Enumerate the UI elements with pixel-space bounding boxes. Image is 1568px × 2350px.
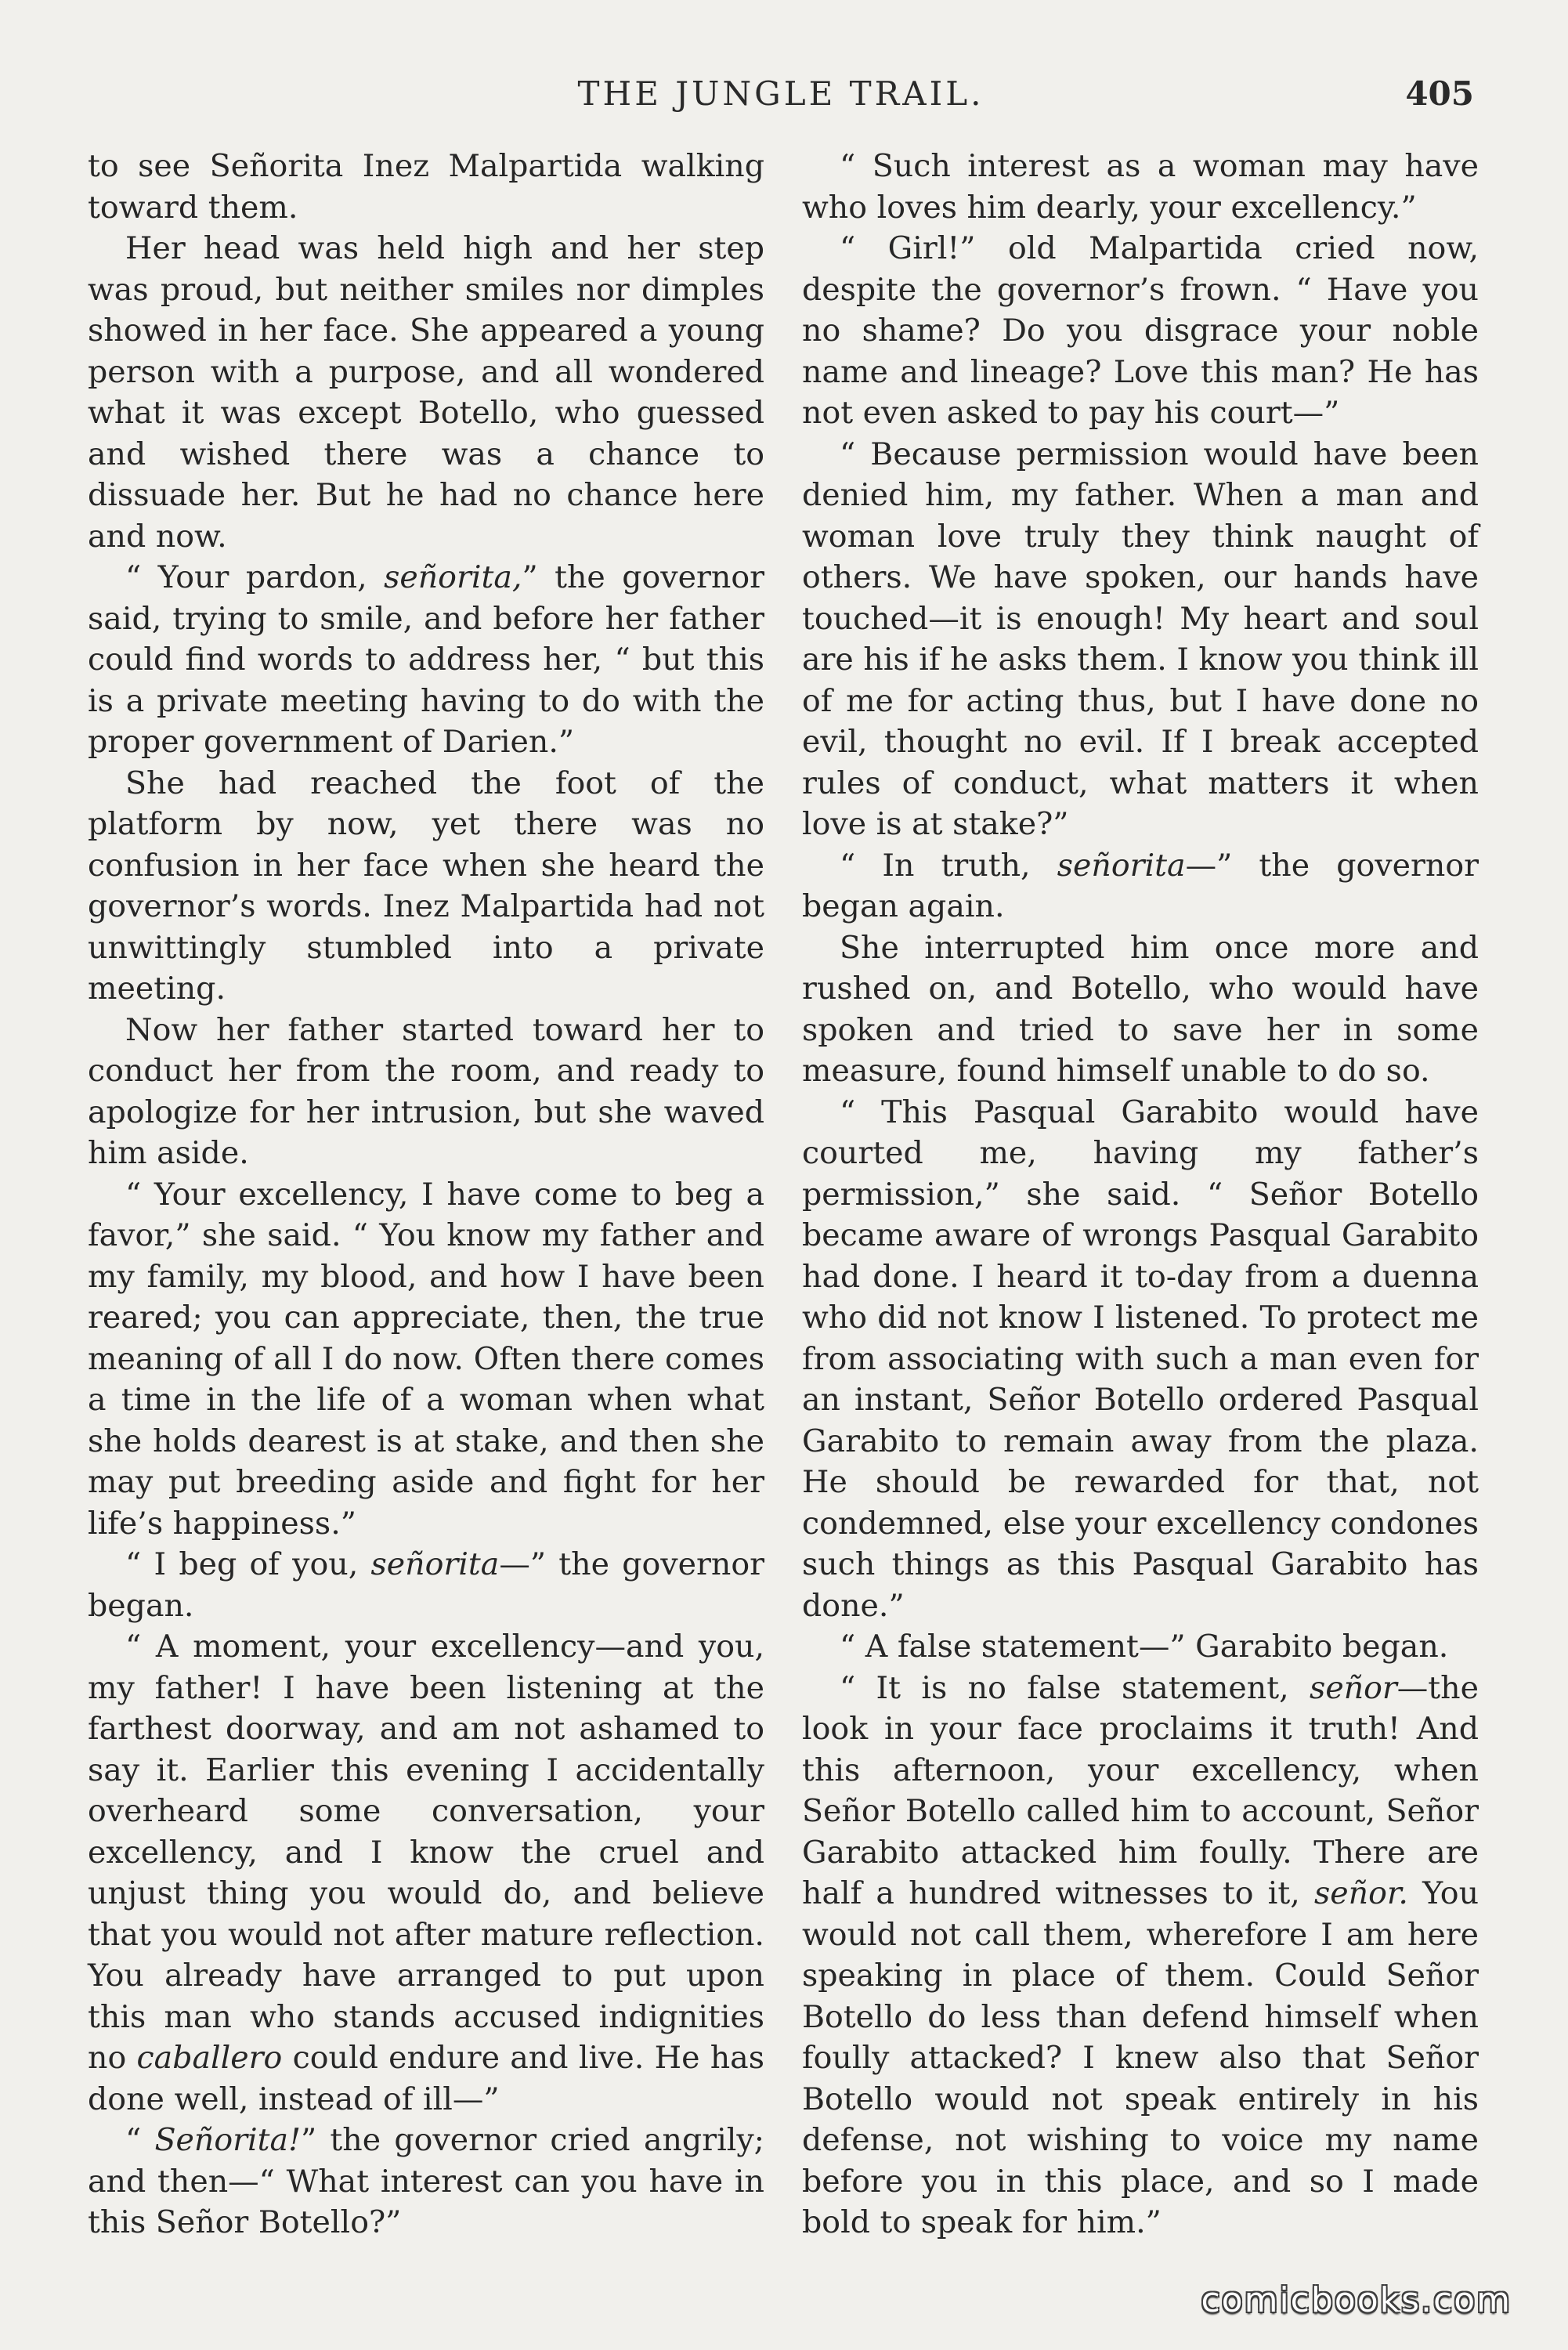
text-run: “ Because permission would have been denied him, my father. When a man and woman love truly they think naught of others. We have spoken, our hands have touched—it is enough! My heart and soul are his if he asks them. I know you think ill of me for acting thus, but I have done no evil, thought no evil. If I break accepted rules of conduct, what matters it when love is at stake?” bbox=[802, 436, 1479, 842]
text-run: “ Your excellency, I have come to beg a favor,” she said. “ You know my father and my family, my blood, and how I have been reared; you can appreciate, then, the true meaning of all I do now. Often there comes a time in the life of a woman when what she holds dearest is at stake, and then she may put breeding aside and fight for her life’s happiness.” bbox=[88, 1176, 764, 1542]
paragraph bbox=[88, 557, 764, 763]
paragraph bbox=[88, 1174, 764, 1545]
paragraph bbox=[802, 1092, 1479, 1627]
paragraph bbox=[802, 1626, 1479, 1668]
paragraph bbox=[802, 927, 1479, 1092]
running-title: THE JUNGLE TRAIL. bbox=[577, 74, 985, 113]
text-run: “ I beg of you, bbox=[125, 1546, 371, 1582]
left-column bbox=[88, 146, 764, 2243]
paragraph bbox=[88, 146, 764, 228]
text-run: “ In truth, bbox=[840, 847, 1057, 884]
italic-text: señorita bbox=[1057, 847, 1186, 884]
paragraph bbox=[802, 146, 1479, 228]
right-column bbox=[802, 146, 1479, 2243]
text-run: “ Your pardon, bbox=[125, 559, 385, 595]
paragraph bbox=[802, 228, 1479, 434]
text-run: —” the governor began again. bbox=[802, 847, 1479, 924]
text-run: “ It is no false statement, bbox=[840, 1669, 1310, 1706]
text-run: —the look in your face proclaims it truth! And this afternoon, your excellency, when Señor Botello called him to account, Señor Garabito attacked him foully. There are half a hundred witnesses to it, bbox=[802, 1669, 1479, 1911]
italic-text: señor bbox=[1310, 1669, 1397, 1706]
paragraph bbox=[802, 434, 1479, 845]
paragraph bbox=[88, 763, 764, 1010]
text-run: “ A false statement—” Garabito began. bbox=[840, 1629, 1449, 1665]
text-run: ” the governor said, trying to smile, and before her father could find words to address her, “ but this is a private meeting having to do with the proper government of Darien.” bbox=[88, 559, 764, 760]
paragraph bbox=[88, 1010, 764, 1174]
text-run: to see Señorita Inez Malpartida walking toward them. bbox=[88, 148, 764, 226]
italic-text: señor. bbox=[1314, 1875, 1408, 1911]
text-run: “ Such interest as a woman may have who loves him dearly, your excellency.” bbox=[802, 148, 1479, 226]
paragraph bbox=[88, 1544, 764, 1626]
italic-text: caballero bbox=[136, 2040, 283, 2076]
italic-text: Señorita! bbox=[154, 2122, 301, 2158]
text-run: —” the governor began. bbox=[88, 1546, 764, 1624]
text-run: “ Girl!” old Malpartida cried now, despite the governor’s frown. “ Have you no shame? Do you disgrace your noble name and lineage? Love this man? He has not even asked to pay his court—” bbox=[802, 230, 1479, 431]
text-run: could endure and live. He has done well, instead of ill—” bbox=[88, 2040, 764, 2117]
running-head bbox=[88, 74, 1474, 125]
text-run: She interrupted him once more and rushed on, and Botello, who would have spoken and tried to save her in some measure, found himself unable to do so. bbox=[802, 929, 1479, 1089]
text-run: You would not call them, wherefore I am here speaking in place of them. Could Señor Botello do less than defend himself when foully attacked? I knew also that Señor Botello would not speak entirely in his defense, not wishing to voice my name before you in this place, and so I made bold to speak for him.” bbox=[802, 1875, 1479, 2240]
text-run: “ A moment, your excellency—and you, my father! I have been listening at the farthest doorway, and am not ashamed to say it. Earlier this evening I accidentally overheard some conversation, your excellency, and I know the cruel and unjust thing you would do, and believe that you would not after mature reflection. You already have arranged to put upon this man who stands accused indignities no bbox=[88, 1629, 764, 2076]
text-run: Her head was held high and her step was proud, but neither smiles nor dimples showed in her face. She appeared a young person with a purpose, and all wondered what it was except Botello, who guessed and wished there was a chance to dissuade her. But he had no chance here and now. bbox=[88, 230, 764, 555]
italic-text: señorita bbox=[370, 1546, 500, 1582]
text-run: “ This Pasqual Garabito would have courted me, having my father’s permission,” she said. “ Señor Botello became aware of wrongs Pasqual Garabito had done. I heard it to-day from a duenna who did not know I listened. To protect me from associating with such a man even for an instant, Señor Botello ordered Pasqual Garabito to remain away from the plaza. He should be rewarded for that, not condemned, else your excellency condones such things as this Pasqual Garabito has done.” bbox=[802, 1094, 1479, 1624]
paragraph bbox=[88, 1626, 764, 2120]
text-run: “ bbox=[125, 2122, 155, 2158]
paragraph bbox=[802, 845, 1479, 927]
paragraph bbox=[88, 2120, 764, 2243]
text-run: ” the governor cried angrily; and then—“ What interest can you have in this Señor Botello?” bbox=[88, 2122, 764, 2240]
italic-text: señorita, bbox=[384, 559, 522, 595]
text-run: Now her father started toward her to conduct her from the room, and ready to apologize for her intrusion, but she waved him aside. bbox=[88, 1011, 764, 1171]
paragraph bbox=[88, 228, 764, 557]
page-number: 405 bbox=[1405, 74, 1474, 113]
paragraph bbox=[802, 1668, 1479, 2243]
text-run: She had reached the foot of the platform by now, yet there was no confusion in her face when she heard the governor’s words. Inez Malpartida had not unwittingly stumbled into a private meeting. bbox=[88, 765, 764, 1007]
watermark-logo: comicbooks.com bbox=[1201, 2280, 1512, 2320]
